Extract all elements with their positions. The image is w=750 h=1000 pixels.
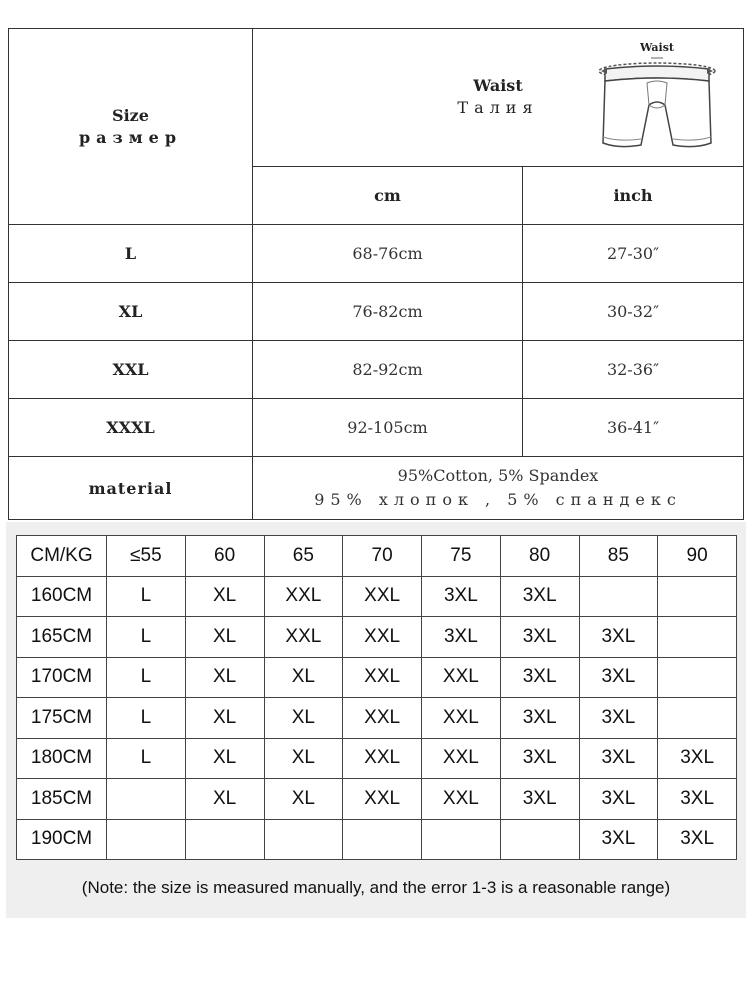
size-cell bbox=[579, 576, 658, 617]
size-cell: L bbox=[107, 576, 186, 617]
height-label: 160CM bbox=[17, 576, 107, 617]
material-row bbox=[9, 457, 744, 520]
size-cell: 3XL bbox=[422, 617, 501, 658]
waist-size-table bbox=[8, 28, 744, 520]
waist-row bbox=[9, 283, 744, 341]
waist-inch-value: 30-32″ bbox=[523, 283, 744, 341]
height-label: 165CM bbox=[17, 617, 107, 658]
table-row bbox=[17, 819, 737, 860]
size-cell bbox=[658, 576, 737, 617]
weight-header: 70 bbox=[343, 536, 422, 577]
height-weight-size-chart bbox=[16, 535, 737, 860]
size-cell: 3XL bbox=[658, 819, 737, 860]
size-cell: 3XL bbox=[500, 657, 579, 698]
waist-inch-value: 36-41″ bbox=[523, 399, 744, 457]
size-cell: 3XL bbox=[579, 779, 658, 820]
material-en: 95%Cotton, 5% Spandex bbox=[397, 466, 599, 485]
size-cell: 3XL bbox=[500, 617, 579, 658]
size-cell: XL bbox=[264, 698, 343, 739]
size-cell bbox=[658, 698, 737, 739]
table-row bbox=[17, 698, 737, 739]
waist-cm-value: 76-82cm bbox=[253, 283, 523, 341]
size-cell: L bbox=[107, 738, 186, 779]
weight-header: ≤55 bbox=[107, 536, 186, 577]
size-label: L bbox=[9, 225, 253, 283]
size-cell: 3XL bbox=[500, 779, 579, 820]
weight-header: 85 bbox=[579, 536, 658, 577]
table-row bbox=[17, 657, 737, 698]
diagram-waist-label: Waist bbox=[640, 41, 674, 54]
height-label: 190CM bbox=[17, 819, 107, 860]
corner-label: CM/KG bbox=[17, 536, 107, 577]
size-cell: XXL bbox=[422, 779, 501, 820]
weight-header: 75 bbox=[422, 536, 501, 577]
size-cell: XXL bbox=[343, 698, 422, 739]
size-header-en: Size bbox=[112, 105, 149, 125]
size-cell: 3XL bbox=[500, 738, 579, 779]
size-cell: XL bbox=[185, 617, 264, 658]
size-cell bbox=[658, 617, 737, 658]
waist-header-en: Waist bbox=[473, 76, 523, 95]
table-row bbox=[17, 617, 737, 658]
chart-header-row bbox=[17, 536, 737, 577]
height-label: 175CM bbox=[17, 698, 107, 739]
size-cell: 3XL bbox=[579, 657, 658, 698]
size-cell: XXL bbox=[343, 657, 422, 698]
waist-row bbox=[9, 225, 744, 283]
size-cell: 3XL bbox=[658, 779, 737, 820]
size-cell bbox=[500, 819, 579, 860]
size-cell: XXL bbox=[343, 779, 422, 820]
boxer-shorts-icon bbox=[595, 39, 720, 159]
weight-header: 80 bbox=[500, 536, 579, 577]
size-cell: 3XL bbox=[658, 738, 737, 779]
size-cell: XL bbox=[264, 779, 343, 820]
size-cell: XL bbox=[264, 657, 343, 698]
waist-header-ru: Талия bbox=[457, 98, 539, 117]
waist-inch-value: 32-36″ bbox=[523, 341, 744, 399]
size-cell: 3XL bbox=[579, 617, 658, 658]
size-cell: XXL bbox=[422, 657, 501, 698]
size-cell: XXL bbox=[343, 617, 422, 658]
waist-row bbox=[9, 399, 744, 457]
height-label: 185CM bbox=[17, 779, 107, 820]
weight-header: 65 bbox=[264, 536, 343, 577]
table-row bbox=[17, 576, 737, 617]
size-cell: L bbox=[107, 657, 186, 698]
size-cell: XXL bbox=[422, 698, 501, 739]
size-cell: XXL bbox=[422, 738, 501, 779]
size-cell: XL bbox=[185, 698, 264, 739]
size-cell bbox=[264, 819, 343, 860]
size-cell bbox=[422, 819, 501, 860]
waist-cm-value: 82-92cm bbox=[253, 341, 523, 399]
size-cell bbox=[658, 657, 737, 698]
size-cell bbox=[343, 819, 422, 860]
material-ru: 95% хлопок , 5% спандекс bbox=[314, 490, 682, 509]
size-cell: 3XL bbox=[422, 576, 501, 617]
waist-cm-value: 92-105cm bbox=[253, 399, 523, 457]
table-row bbox=[17, 738, 737, 779]
size-cell: 3XL bbox=[579, 698, 658, 739]
measurement-note: (Note: the size is measured manually, and the error 1-3 is a reasonable range) bbox=[81, 878, 671, 897]
size-cell: 3XL bbox=[579, 738, 658, 779]
size-label: XXXL bbox=[9, 399, 253, 457]
size-cell: XL bbox=[185, 779, 264, 820]
size-cell bbox=[107, 779, 186, 820]
height-label: 170CM bbox=[17, 657, 107, 698]
size-header-ru: размер bbox=[78, 127, 183, 147]
size-cell: XL bbox=[185, 738, 264, 779]
size-cell bbox=[185, 819, 264, 860]
size-cell: 3XL bbox=[500, 698, 579, 739]
size-label: XXL bbox=[9, 341, 253, 399]
size-cell: XL bbox=[264, 738, 343, 779]
material-label: material bbox=[9, 457, 253, 520]
size-cell: XXL bbox=[264, 617, 343, 658]
material-value-cell bbox=[253, 457, 744, 520]
size-cell: 3XL bbox=[500, 576, 579, 617]
size-cell: L bbox=[107, 617, 186, 658]
size-cell: XXL bbox=[343, 576, 422, 617]
size-header-cell bbox=[9, 29, 253, 225]
size-label: XL bbox=[9, 283, 253, 341]
size-cell: XXL bbox=[264, 576, 343, 617]
size-cell: XL bbox=[185, 576, 264, 617]
weight-header: 90 bbox=[658, 536, 737, 577]
size-cell: 3XL bbox=[579, 819, 658, 860]
size-cell: XL bbox=[185, 657, 264, 698]
waist-header-cell bbox=[253, 29, 744, 167]
weight-header: 60 bbox=[185, 536, 264, 577]
waist-inch-value: 27-30″ bbox=[523, 225, 744, 283]
size-cell bbox=[107, 819, 186, 860]
unit-cm-header: cm bbox=[253, 167, 523, 225]
size-cell: L bbox=[107, 698, 186, 739]
unit-inch-header: inch bbox=[523, 167, 744, 225]
size-cell: XXL bbox=[343, 738, 422, 779]
waist-header-text bbox=[443, 75, 553, 119]
table-row bbox=[17, 779, 737, 820]
waist-row bbox=[9, 341, 744, 399]
waist-cm-value: 68-76cm bbox=[253, 225, 523, 283]
height-label: 180CM bbox=[17, 738, 107, 779]
